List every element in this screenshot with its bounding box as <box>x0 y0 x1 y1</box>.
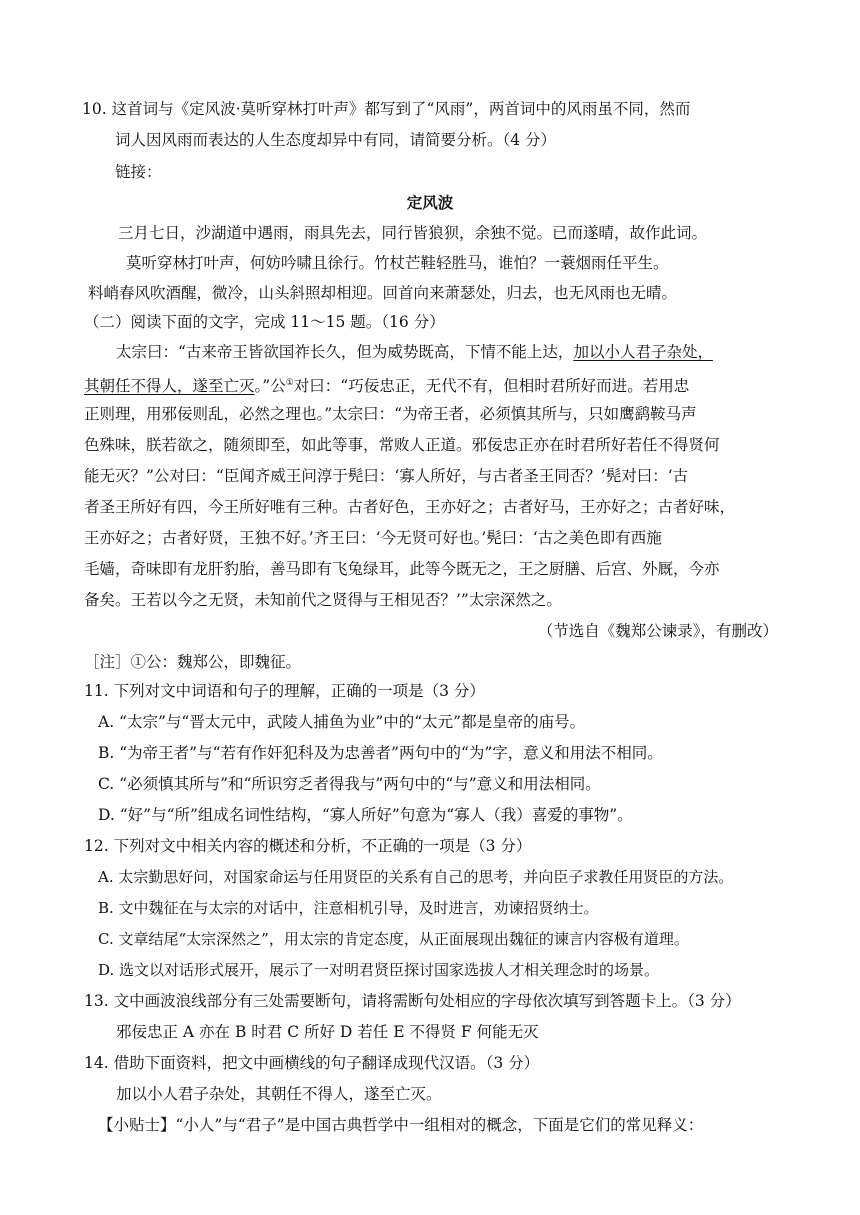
q14-tip: 【小贴士】“小人”与“君子”是中国古典哲学中一组相对的概念，下面是它们的常见释义： <box>98 1116 704 1134</box>
q11-option-c: C. “必须慎其所与”和“所识穷乏者得我与”两句中的“与”意义和用法相同。 <box>98 775 601 793</box>
q12-option-d: D. 选文以对话形式展开，展示了一对明君贤臣探讨国家选拔人才相关理念时的场景。 <box>98 961 660 979</box>
q11-option-b: B. “为帝王者”与“若有作奸犯科及为忠善者”两句中的“为”字，意义和用法不相同。 <box>98 744 663 762</box>
passage-line-3: 正则理，用邪佞则乱，必然之理也。”太宗曰：“为帝王者，必须慎其所与，只如鹰鹞鞍马声 <box>84 405 697 423</box>
passage-text: 对曰：“巧佞忠正，无代不有，但相时君所好而进。若用忠 <box>293 377 690 396</box>
q12-option-c: C. 文章结尾“太宗深然之”，用太宗的肯定态度，从正面展现出魏征的谏言内容极有道理。 <box>98 930 689 948</box>
passage-line-2 <box>84 372 689 397</box>
q11-option-d: D. “好”与“所”组成名词性结构，“寡人所好”句意为“寡人（我）喜爱的事物”。 <box>98 806 633 824</box>
passage-line-1 <box>116 341 713 363</box>
passage-line-8: 毛嫱，奇味即有龙肝豹胎，善马即有飞兔绿耳，此等今既无之，王之厨膳、后宫、外厩，今亦 <box>84 560 720 578</box>
poem-line-1: 莫听穿林打叶声，何妨吟啸且徐行。竹杖芒鞋轻胜马，谁怕？一蓑烟雨任平生。 <box>126 254 669 272</box>
underlined-sentence: 加以小人君子杂处， <box>573 343 713 361</box>
footnote-marker: ① <box>285 378 294 388</box>
q13-text: 邪佞忠正 A 亦在 B 时君 C 所好 D 若任 E 不得贤 F 何能无灭 <box>116 1023 539 1041</box>
poem-line-2: 料峭春风吹酒醒，微冷，山头斜照却相迎。回首向来萧瑟处，归去，也无风雨也无晴。 <box>88 284 678 302</box>
q12-option-a: A. 太宗勤思好问，对国家命运与任用贤臣的关系有自己的思考，并向臣子求教任用贤臣的方法。 <box>98 868 734 886</box>
passage-text: 。”公 <box>254 377 286 396</box>
q11-option-a: A. “太宗”与“晋太元中，武陵人捕鱼为业”中的“太元”都是皇帝的庙号。 <box>98 713 586 731</box>
q10-link-label: 链接： <box>115 163 162 181</box>
q14-stem: 14. 借助下面资料，把文中画横线的句子翻译成现代汉语。（3 分） <box>84 1054 540 1072</box>
passage-note: ［注］①公：魏郑公，即魏征。 <box>84 653 302 671</box>
q13-stem: 13. 文中画波浪线部分有三处需要断句，请将需断句处相应的字母依次填写到答题卡上。（3 分） <box>84 992 741 1010</box>
q10-line1: 10. 这首词与《定风波·莫听穿林打叶声》都写到了“风雨”，两首词中的风雨虽不同，然而 <box>82 100 691 118</box>
passage-line-4: 色殊味，朕若欲之，随须即至，如此等事，常败人正道。邪佞忠正亦在时君所好若任不得贤何 <box>84 436 720 454</box>
q14-sentence: 加以小人君子杂处，其朝任不得人，遂至亡灭。 <box>116 1085 442 1103</box>
q11-stem: 11. 下列对文中词语和句子的理解，正确的一项是（3 分） <box>84 682 485 700</box>
passage-text: 太宗曰：“古来帝王皆欲国祚长久，但为威势既高，下情不能上达， <box>116 343 574 361</box>
passage-line-6: 者圣王所好有四，今王所好唯有三种。古者好色，王亦好之；古者好马，王亦好之；古者好味， <box>84 498 736 516</box>
q12-stem: 12. 下列对文中相关内容的概述和分析，不正确的一项是（3 分） <box>84 837 532 855</box>
passage-line-7: 王亦好之；古者好贤，王独不好。’齐王曰：‘今无贤可好也。’髡曰：‘古之美色即有西施 <box>84 529 662 547</box>
underlined-sentence: 其朝任不得人，遂至亡灭 <box>84 377 255 396</box>
passage-source: （节选自《魏郑公谏录》，有删改） <box>537 622 778 640</box>
q10-line2: 词人因风雨而表达的人生态度却异中有同，请简要分析。（4 分） <box>115 131 557 149</box>
passage-line-9: 备矣。王若以今之无贤，未知前代之贤得与王相见否？’”太宗深然之。 <box>84 591 562 609</box>
section-2-heading: （二）阅读下面的文字，完成 11～15 题。（16 分） <box>84 313 445 331</box>
poem-title: 定风波 <box>406 194 454 212</box>
poem-preface: 三月七日，沙湖道中遇雨，雨具先去，同行皆狼狈，余独不觉。已而遂晴，故作此词。 <box>118 224 708 242</box>
passage-line-5: 能无灭？”公对曰：“臣闻齐威王问淳于髡曰：‘寡人所好，与古者圣王同否？’髡对曰：‘古 <box>84 467 689 485</box>
q12-option-b: B. 文中魏征在与太宗的对话中，注意相机引导，及时进言，劝谏招贤纳士。 <box>98 899 599 917</box>
